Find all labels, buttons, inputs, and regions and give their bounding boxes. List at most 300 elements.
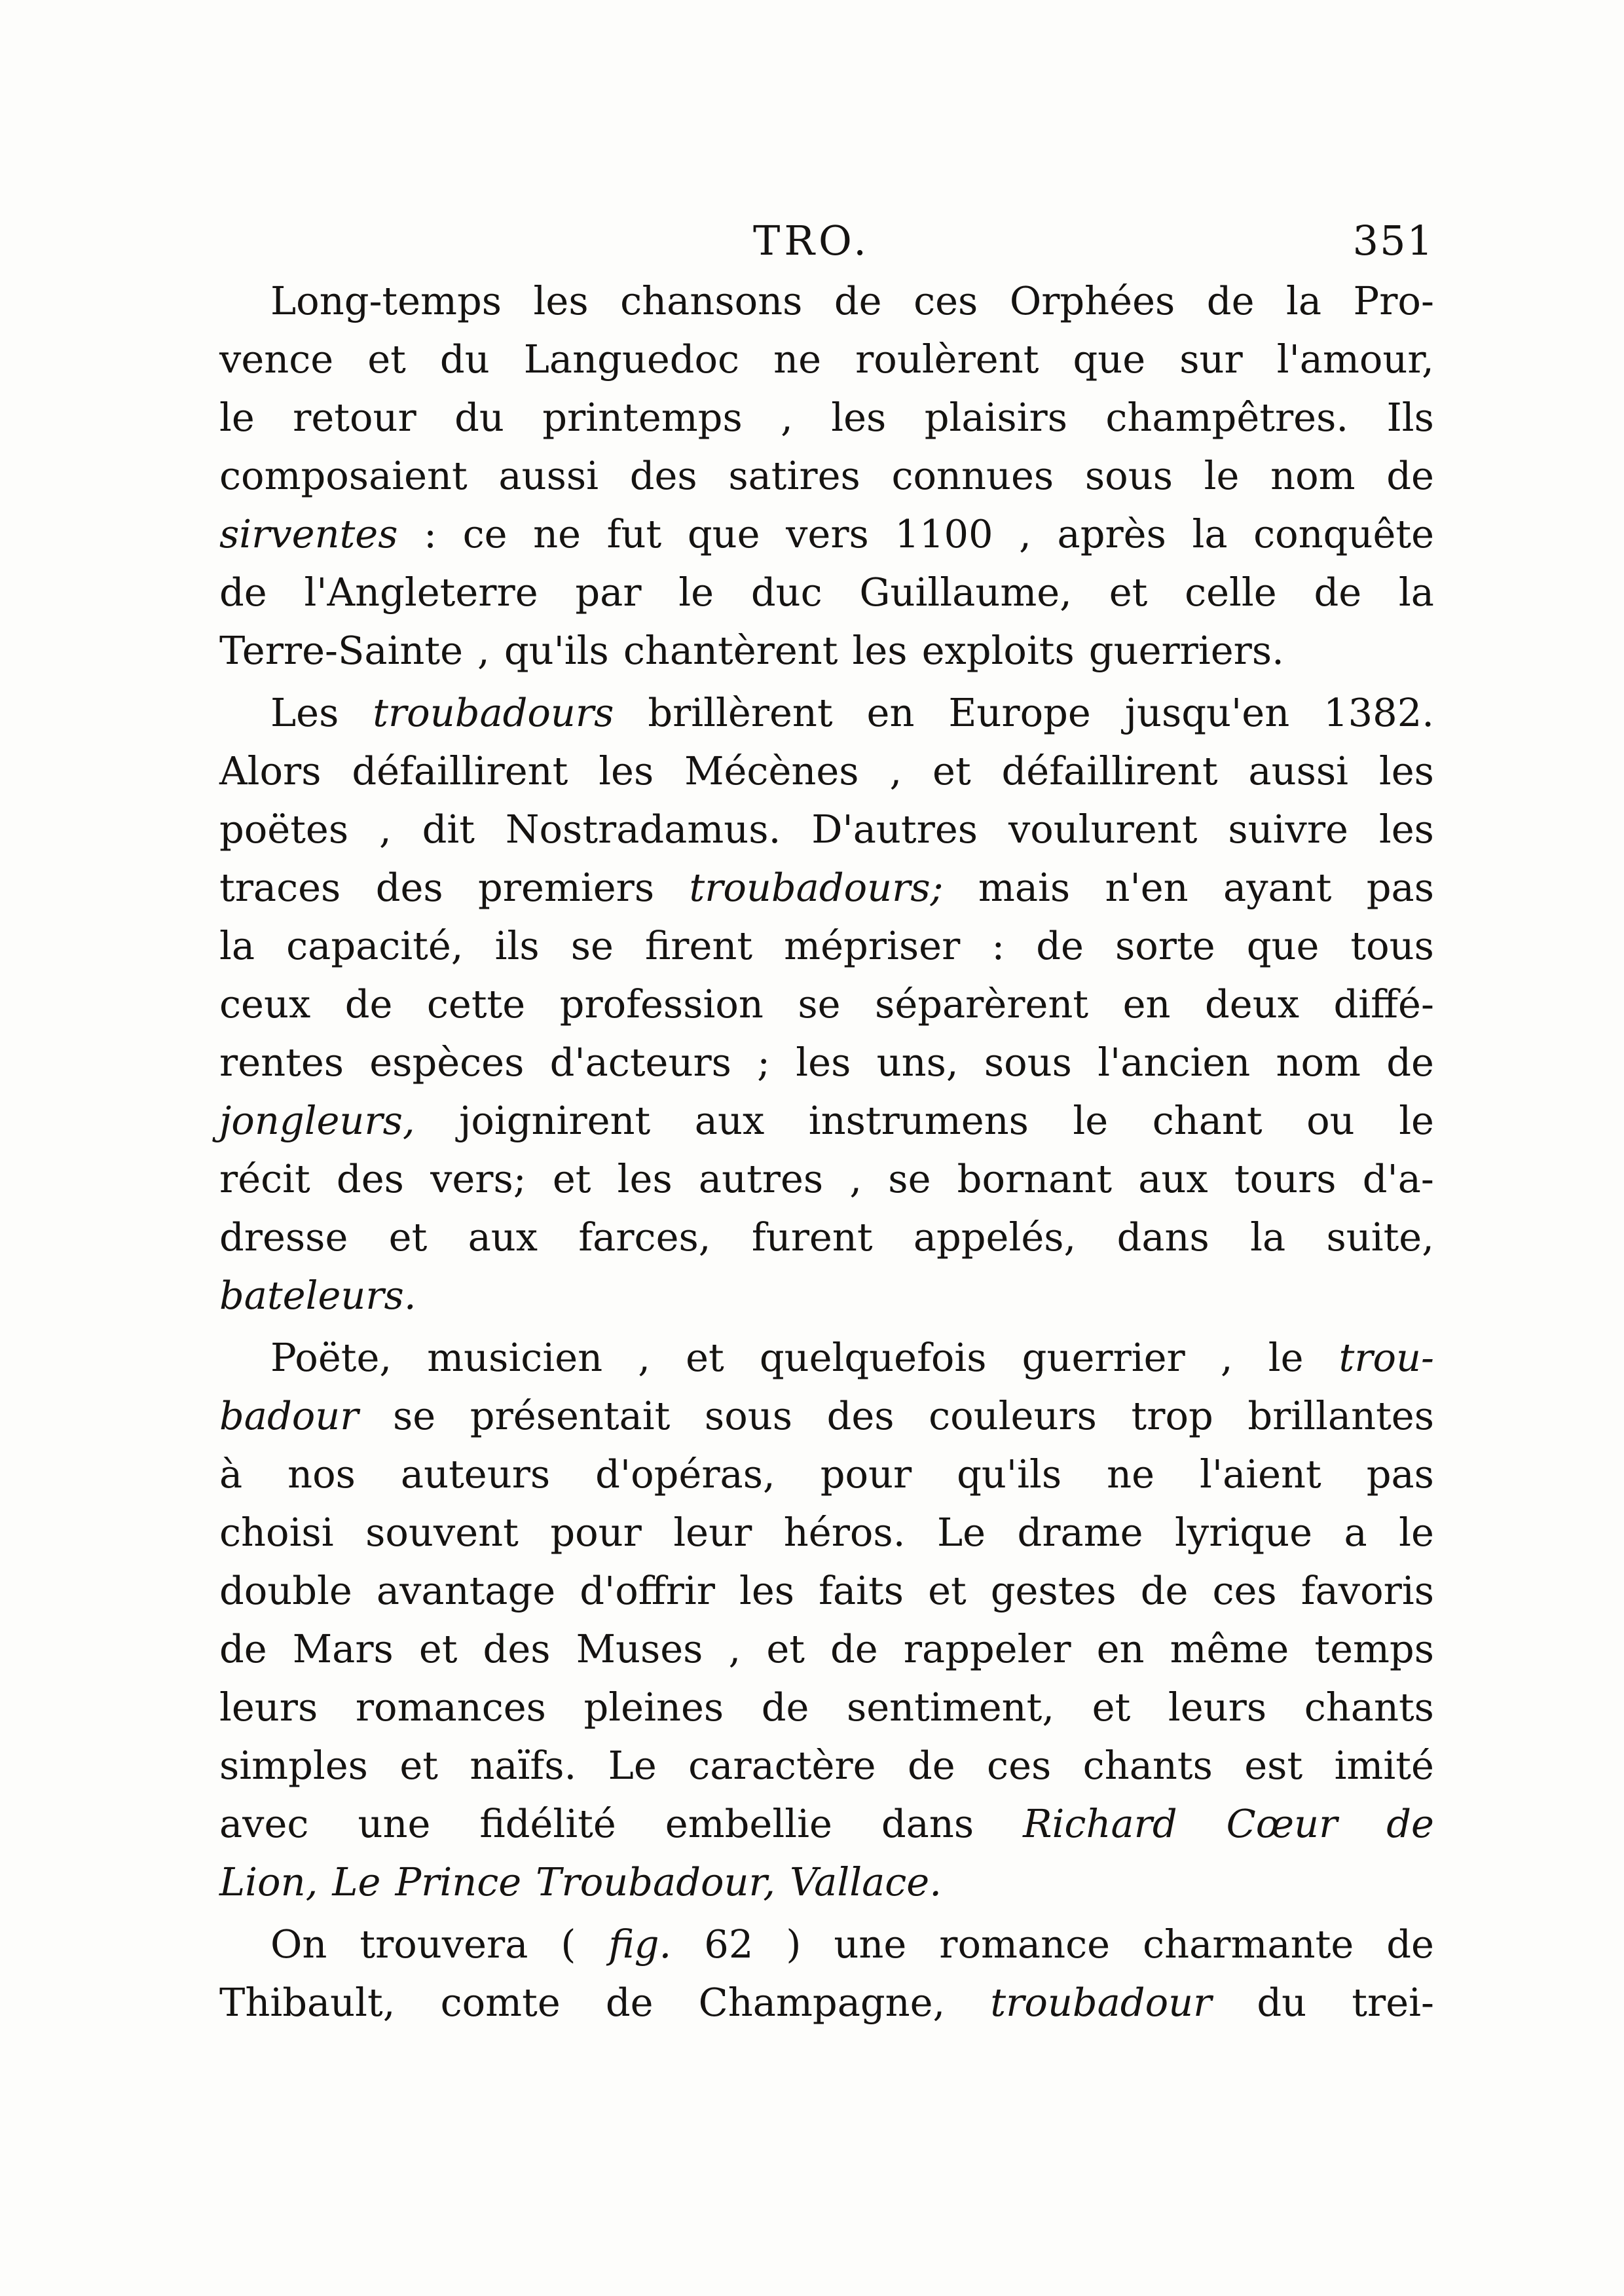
word: , <box>781 395 793 440</box>
word: guerrier <box>1022 1335 1185 1380</box>
italic-word: Prince <box>395 1859 522 1904</box>
word: les <box>599 748 654 793</box>
word: printemps <box>542 395 743 440</box>
word: ne <box>533 511 581 556</box>
word: 1382. <box>1323 690 1434 735</box>
italic-word: de <box>1386 1801 1434 1846</box>
word: de <box>1206 278 1255 323</box>
word: , <box>379 807 392 852</box>
text-line <box>219 388 1434 446</box>
word: pas <box>1366 865 1434 910</box>
word: et <box>418 1626 458 1671</box>
word: brillantes <box>1247 1393 1434 1438</box>
word: Champagne, <box>698 1980 946 2025</box>
word: retour <box>293 395 416 440</box>
word: les <box>1378 807 1434 852</box>
word: présentait <box>470 1393 671 1438</box>
word: fidélité <box>479 1801 616 1846</box>
word: : <box>991 923 1005 968</box>
word: l'amour, <box>1276 337 1434 382</box>
word: n'en <box>1105 865 1189 910</box>
word: des <box>375 865 443 910</box>
word: pour <box>820 1451 912 1497</box>
italic-word: troubadours; <box>689 865 944 910</box>
word: brillèrent <box>648 690 833 735</box>
word: chants <box>1082 1743 1213 1788</box>
word: la <box>1398 570 1434 615</box>
word: se <box>888 1156 931 1201</box>
text-line <box>219 742 1434 800</box>
word: aux <box>1138 1156 1208 1201</box>
word: suivre <box>1228 807 1348 852</box>
text-line <box>219 446 1434 505</box>
italic-word: fig. <box>608 1922 672 1967</box>
text-line <box>219 1795 1434 1853</box>
word: chansons <box>620 278 803 323</box>
word: dit <box>422 807 475 852</box>
word: nom <box>1270 453 1356 498</box>
word: et <box>766 1626 805 1671</box>
word: la <box>1285 278 1322 323</box>
word: de <box>605 1980 654 2025</box>
word: et <box>367 337 406 382</box>
word: du <box>1257 1980 1307 2025</box>
text-line <box>219 1503 1434 1561</box>
word: ne <box>1107 1451 1155 1497</box>
word: Muses <box>576 1626 703 1671</box>
word: ayant <box>1223 865 1332 910</box>
word: pas <box>1366 1451 1434 1497</box>
italic-word: badour <box>219 1393 359 1438</box>
text-line <box>219 1915 1434 1973</box>
word: ; <box>757 1040 771 1085</box>
word: leurs <box>219 1685 318 1730</box>
word: l'aient <box>1200 1451 1321 1497</box>
word: aux <box>694 1098 765 1143</box>
word: trouvera <box>360 1922 528 1967</box>
word: de <box>1036 923 1084 968</box>
word: de <box>1314 570 1362 615</box>
word: capacité, <box>286 923 464 968</box>
word: sous <box>1084 453 1173 498</box>
text-line <box>219 1150 1434 1208</box>
word: les <box>739 1568 795 1613</box>
word: romance <box>939 1922 1111 1967</box>
word: tours <box>1234 1156 1337 1201</box>
text-line <box>219 1328 1434 1387</box>
word: souvent <box>365 1510 519 1555</box>
word: leurs <box>1168 1685 1267 1730</box>
word: gestes <box>990 1568 1116 1613</box>
word: le <box>219 395 255 440</box>
word: les <box>533 278 589 323</box>
word: les <box>831 395 887 440</box>
text-line <box>219 1561 1434 1620</box>
word: , <box>1220 1335 1233 1380</box>
text-line <box>219 330 1434 388</box>
text-line <box>219 683 1434 742</box>
word: 1100 <box>895 511 993 556</box>
italic-word: Cœur <box>1226 1801 1338 1846</box>
word: chantèrent <box>623 628 838 673</box>
word: comte <box>440 1980 561 2025</box>
word: firent <box>644 923 753 968</box>
text-line <box>219 1973 1434 2032</box>
word: des <box>483 1626 551 1671</box>
italic-word: trou- <box>1338 1335 1434 1380</box>
word: que <box>1073 337 1146 382</box>
word: guerriers. <box>1088 628 1284 673</box>
word: conquête <box>1253 511 1434 556</box>
word: Ils <box>1386 395 1434 440</box>
text-line <box>219 1853 1434 1911</box>
word: de <box>834 278 882 323</box>
word: se <box>570 923 614 968</box>
word: profession <box>559 981 764 1027</box>
word: de <box>1140 1568 1189 1613</box>
word: vers; <box>430 1156 526 1201</box>
word: est <box>1244 1743 1303 1788</box>
text-line <box>219 1736 1434 1795</box>
italic-word: bateleurs. <box>219 1273 416 1318</box>
word: : <box>424 511 437 556</box>
word: et <box>932 748 971 793</box>
word: Guillaume, <box>859 570 1072 615</box>
running-head <box>219 210 1434 272</box>
word: les <box>796 1040 851 1085</box>
word: aussi <box>498 453 599 498</box>
word: Orphées <box>1009 278 1175 323</box>
italic-word: sirventes <box>219 511 398 556</box>
word: et <box>928 1568 967 1613</box>
word: de <box>1386 453 1434 498</box>
word: cette <box>426 981 526 1027</box>
word: la <box>1250 1214 1286 1260</box>
word: ) <box>786 1922 802 1967</box>
word: naïfs. <box>470 1743 577 1788</box>
word: se <box>798 981 841 1027</box>
word: du <box>439 337 490 382</box>
italic-word: Troubadour, <box>536 1859 775 1904</box>
word: sous <box>984 1040 1072 1085</box>
word: dresse <box>219 1214 348 1260</box>
word: mais <box>978 865 1071 910</box>
word: du <box>454 395 504 440</box>
word: le <box>1204 453 1240 498</box>
word: d'opéras, <box>595 1451 775 1497</box>
paragraph <box>219 683 1434 1324</box>
text-line <box>219 917 1434 975</box>
italic-word: Vallace. <box>789 1859 942 1904</box>
text-line <box>219 1091 1434 1150</box>
italic-word: jongleurs, <box>219 1098 415 1143</box>
text-line <box>219 563 1434 621</box>
word: la <box>219 923 255 968</box>
word: nom <box>1276 1040 1361 1085</box>
word: de <box>907 1743 955 1788</box>
word: leur <box>673 1510 752 1555</box>
text-line <box>219 1208 1434 1266</box>
word: Europe <box>948 690 1091 735</box>
word: double <box>219 1568 352 1613</box>
italic-word: troubadours <box>373 690 614 735</box>
word: le <box>1073 1098 1109 1143</box>
word: des <box>826 1393 895 1438</box>
word: les <box>617 1156 673 1201</box>
word: et <box>399 1743 438 1788</box>
word: défaillirent <box>352 748 568 793</box>
word: à <box>219 1451 243 1497</box>
text-line <box>219 1445 1434 1503</box>
page-number: 351 <box>1352 217 1434 264</box>
body-text <box>219 272 1434 2032</box>
word: des <box>336 1156 404 1201</box>
word: de <box>344 981 393 1027</box>
word: même <box>1170 1626 1289 1671</box>
word: couleurs <box>929 1393 1097 1438</box>
word: mépriser <box>784 923 961 968</box>
word: autres <box>698 1156 824 1201</box>
word: ceux <box>219 981 311 1027</box>
word: Long-temps <box>270 278 502 323</box>
word: qu'ils <box>957 1451 1062 1497</box>
word: musicien <box>427 1335 603 1380</box>
word: a <box>1344 1510 1367 1555</box>
word: D'autres <box>811 807 978 852</box>
word: lyrique <box>1175 1510 1313 1555</box>
word: que <box>687 511 760 556</box>
word: Pro- <box>1353 278 1434 323</box>
word: Mécènes <box>684 748 859 793</box>
word: de <box>830 1626 878 1671</box>
word: ou <box>1306 1098 1355 1143</box>
word: uns, <box>876 1040 959 1085</box>
word: héros. <box>783 1510 906 1555</box>
word: Alors <box>219 748 322 793</box>
word: que <box>1246 923 1320 968</box>
word: sorte <box>1115 923 1215 968</box>
word: chant <box>1152 1098 1263 1143</box>
word: de <box>1386 1040 1434 1085</box>
word: ( <box>561 1922 576 1967</box>
text-line <box>219 975 1434 1033</box>
word: fut <box>606 511 662 556</box>
word: chants <box>1304 1685 1434 1730</box>
word: avec <box>219 1801 309 1846</box>
word: d'a- <box>1362 1156 1434 1201</box>
word: et <box>552 1156 591 1201</box>
word: poëtes <box>219 807 349 852</box>
word: satires <box>728 453 860 498</box>
word: et <box>1092 1685 1131 1730</box>
italic-word: Lion, <box>219 1859 318 1904</box>
text-line <box>219 1033 1434 1091</box>
word: l'ancien <box>1098 1040 1251 1085</box>
word: espèces <box>369 1040 525 1085</box>
word: ces <box>1212 1568 1277 1613</box>
word: bornant <box>957 1156 1113 1201</box>
word: premiers <box>478 865 655 910</box>
word: après <box>1057 511 1166 556</box>
word: le <box>1399 1510 1434 1555</box>
text-line <box>219 272 1434 330</box>
word: de <box>1386 1922 1434 1967</box>
word: instrumens <box>808 1098 1029 1143</box>
word: , <box>477 628 490 673</box>
word: roulèrent <box>855 337 1039 382</box>
text-line <box>219 1620 1434 1678</box>
page-text-block <box>219 210 1434 2035</box>
word: le <box>1268 1335 1304 1380</box>
word: On <box>270 1922 327 1967</box>
word: ces <box>913 278 978 323</box>
word: voulurent <box>1008 807 1198 852</box>
word: temps <box>1314 1626 1434 1671</box>
text-line <box>219 1387 1434 1445</box>
word: de <box>219 1626 267 1671</box>
word: tous <box>1350 923 1434 968</box>
word: suite, <box>1326 1214 1434 1260</box>
word: , <box>728 1626 741 1671</box>
word: sur <box>1179 337 1243 382</box>
word: Les <box>270 690 339 735</box>
word: drame <box>1017 1510 1143 1555</box>
word: séparèrent <box>875 981 1089 1027</box>
word: quelquefois <box>759 1335 987 1380</box>
word: de <box>761 1685 809 1730</box>
word: rappeler <box>903 1626 1071 1671</box>
word: plaisirs <box>924 395 1068 440</box>
word: la <box>1192 511 1228 556</box>
word: sentiment, <box>846 1685 1055 1730</box>
word: deux <box>1205 981 1299 1027</box>
word: dans <box>1116 1214 1209 1260</box>
word: en <box>1122 981 1171 1027</box>
word: aux <box>468 1214 538 1260</box>
word: dans <box>881 1801 974 1846</box>
word: Nostradamus. <box>505 807 781 852</box>
word: jusqu'en <box>1124 690 1290 735</box>
word: vence <box>219 337 334 382</box>
word: , <box>638 1335 650 1380</box>
word: Mars <box>292 1626 394 1671</box>
word: Terre-Sainte <box>219 628 464 673</box>
word: défaillirent <box>1001 748 1218 793</box>
word: ce <box>462 511 507 556</box>
word: une <box>834 1922 907 1967</box>
paragraph <box>219 272 1434 680</box>
word: Poëte, <box>270 1335 392 1380</box>
word: farces, <box>578 1214 711 1260</box>
text-line <box>219 621 1434 680</box>
word: le <box>1399 1098 1434 1143</box>
word: champêtres. <box>1105 395 1349 440</box>
paragraph <box>219 1328 1434 1911</box>
word: , <box>849 1156 862 1201</box>
word: faits <box>819 1568 904 1613</box>
word: récit <box>219 1156 310 1201</box>
word: charmante <box>1143 1922 1354 1967</box>
word: les <box>852 628 908 673</box>
word: Languedoc <box>523 337 740 382</box>
word: romances <box>355 1685 546 1730</box>
word: en <box>866 690 915 735</box>
word: caractère <box>688 1743 876 1788</box>
word: auteurs <box>400 1451 551 1497</box>
word: appelés, <box>913 1214 1077 1260</box>
paragraph <box>219 1915 1434 2032</box>
word: en <box>1096 1626 1145 1671</box>
text-line <box>219 1678 1434 1736</box>
word: et <box>1109 570 1148 615</box>
word: 62 <box>704 1922 754 1967</box>
word: composaient <box>219 453 468 498</box>
word: trop <box>1131 1393 1213 1438</box>
word: nos <box>287 1451 356 1497</box>
word: les <box>1378 748 1434 793</box>
word: choisi <box>219 1510 334 1555</box>
italic-word: Richard <box>1023 1801 1177 1846</box>
word: pour <box>550 1510 642 1555</box>
word: aussi <box>1248 748 1348 793</box>
word: une <box>358 1801 431 1846</box>
word: qu'ils <box>504 628 609 673</box>
word: Thibault, <box>219 1980 396 2025</box>
word: duc <box>750 570 822 615</box>
word: et <box>686 1335 724 1380</box>
word: le <box>678 570 714 615</box>
word: celle <box>1185 570 1277 615</box>
word: imité <box>1334 1743 1434 1788</box>
word: vers <box>786 511 869 556</box>
word: par <box>575 570 642 615</box>
word: Le <box>936 1510 986 1555</box>
word: traces <box>219 865 341 910</box>
running-title: TRO. <box>753 217 870 264</box>
word: des <box>629 453 697 498</box>
word: pleines <box>583 1685 724 1730</box>
word: connues <box>891 453 1054 498</box>
word: de <box>219 570 267 615</box>
text-line <box>219 505 1434 563</box>
italic-word: Le <box>332 1859 381 1904</box>
word: embellie <box>665 1801 832 1846</box>
text-line <box>219 1266 1434 1324</box>
word: d'offrir <box>580 1568 715 1613</box>
word: et <box>388 1214 428 1260</box>
word: favoris <box>1301 1568 1434 1613</box>
text-line <box>219 800 1434 858</box>
word: , <box>1019 511 1031 556</box>
word: ils <box>494 923 540 968</box>
word: Le <box>608 1743 657 1788</box>
word: simples <box>219 1743 368 1788</box>
word: , <box>889 748 902 793</box>
word: ces <box>987 1743 1052 1788</box>
word: d'acteurs <box>549 1040 731 1085</box>
word: rentes <box>219 1040 344 1085</box>
italic-word: troubadour <box>990 1980 1212 2025</box>
word: furent <box>751 1214 873 1260</box>
word: exploits <box>921 628 1075 673</box>
word: trei- <box>1352 1980 1434 2025</box>
word: joignirent <box>459 1098 651 1143</box>
word: sous <box>704 1393 792 1438</box>
text-line <box>219 858 1434 917</box>
word: se <box>393 1393 436 1438</box>
word: l'Angleterre <box>304 570 538 615</box>
word: ne <box>773 337 822 382</box>
